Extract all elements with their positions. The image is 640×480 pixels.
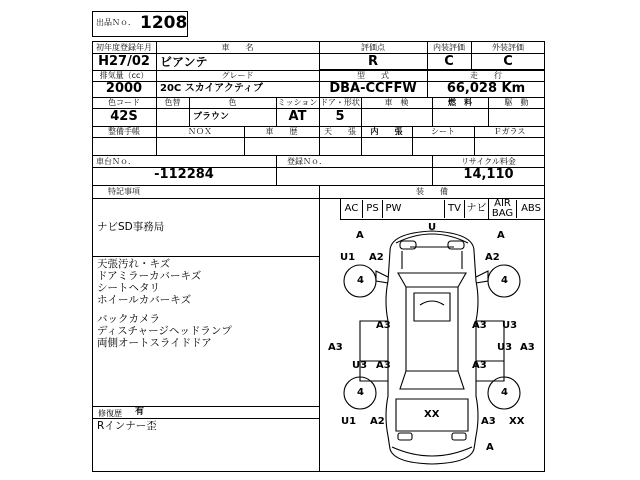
mark-a3-right-mid: A3 [472, 320, 487, 331]
interior-rating-value: C [444, 54, 454, 69]
mark-xx-rear: XX [424, 409, 440, 420]
color-label: 色 [228, 98, 237, 107]
taillight-left [398, 433, 412, 440]
equip-navi: ナビ [464, 200, 488, 218]
car-body-outline [386, 231, 478, 464]
side-mirror-left [376, 271, 388, 283]
mark-a3-left-mid: A3 [376, 320, 391, 331]
special-note-7: 両側オートスライドドア [97, 337, 212, 349]
equip-ac: AC [340, 200, 362, 218]
interior-rating-label: 内装評価 [433, 43, 465, 52]
mark-u1-bottom: U1 [341, 416, 357, 427]
registration-number-label: 登録Ｎｏ． [287, 157, 327, 166]
door-shape-value: 5 [335, 109, 345, 124]
special-note-6: ディスチャージヘッドランプ [97, 325, 232, 337]
mark-u3-left-low: U3 [352, 360, 368, 371]
displacement-label: 排気量（cc） [99, 71, 149, 80]
special-note-3: ホイールカバーキズ [97, 294, 192, 306]
mark-wheel-rr: 4 [501, 387, 508, 398]
taillight-right [452, 433, 466, 440]
interior-trim-label: 内 張 [370, 127, 403, 136]
transmission-label: ミッション [277, 98, 318, 107]
chassis-number-value: -112284 [154, 167, 214, 182]
mark-a3-right-low: A3 [472, 360, 487, 371]
drive-label: 駆 動 [504, 98, 529, 107]
mark-front-center: U [428, 222, 437, 233]
rear-bumper [392, 447, 472, 456]
equip-tv: TV [444, 200, 464, 218]
lot-number-label: 出品Ｎｏ． [96, 18, 136, 27]
first-registration-label: 初年度登録年月 [96, 43, 152, 52]
seat-label: シート [431, 127, 455, 136]
lot-number-value: 1208 [140, 13, 188, 33]
first-registration-value: H27/02 [98, 54, 150, 69]
repair-history-value: 有 [135, 407, 145, 417]
mark-wheel-fl: 4 [357, 275, 364, 286]
special-note-0: 天張汚れ・キズ [97, 258, 171, 270]
color-change-label: 色替 [164, 98, 181, 107]
equip-airbag: AIR BAG [488, 198, 516, 219]
rating-label: 評価点 [361, 43, 385, 52]
mark-xx-bottom-right: XX [509, 416, 525, 427]
grade-label: グレード [221, 71, 254, 80]
model-code-label: 型 式 [357, 71, 389, 80]
rear-window [400, 371, 464, 389]
steering-wheel [420, 301, 444, 305]
mark-a3-left-low: A3 [376, 360, 391, 371]
headliner-label: 天 張 [324, 127, 356, 136]
transmission-value: AT [288, 109, 307, 124]
hood-lines [402, 247, 462, 269]
vehicle-history-label: 車 歴 [265, 127, 298, 136]
maintenance-book-label: 整備手帳 [108, 127, 140, 136]
nox-label: ＮＯＸ [188, 127, 212, 136]
exterior-rating-label: 外装評価 [492, 43, 524, 52]
model-code-value: DBA-CCFFW [329, 81, 417, 96]
inspection-label: 車 検 [384, 98, 409, 107]
color-code-value: 42S [110, 109, 138, 124]
car-name-label: 車 名 [221, 43, 254, 52]
mark-u3-right-side: U3 [497, 342, 513, 353]
mark-front-right: A [497, 230, 505, 241]
headlight-right [448, 241, 464, 249]
exterior-rating-value: C [503, 54, 513, 69]
equip-pw: PW [382, 200, 404, 218]
color-code-label: 色コード [108, 98, 140, 107]
mark-a-rear: A [486, 442, 494, 453]
recycling-fee-label: リサイクル料金 [461, 157, 516, 166]
mark-front-left: A [356, 230, 364, 241]
recycling-fee-value: 14,110 [463, 167, 514, 182]
mark-u3-right-mid: U3 [502, 320, 518, 331]
grade-value: 20C スカイアクティブ [160, 83, 264, 94]
chassis-number-label: 車台Ｎｏ． [96, 157, 136, 166]
repair-history-label: 修復歴 [98, 409, 122, 418]
special-note-5: バックカメラ [97, 313, 160, 325]
mark-a3-right-side: A3 [520, 342, 535, 353]
special-notes-line1: ナビSD事務局 [97, 221, 165, 233]
repair-note: Rインナー歪 [97, 420, 157, 432]
special-note-2: シートヘタリ [97, 282, 160, 294]
mark-wheel-rl: 4 [357, 387, 364, 398]
equip-ps: PS [362, 200, 382, 218]
windshield [398, 273, 466, 287]
mark-a2-bottom: A2 [370, 416, 385, 427]
mileage-value: 66,028 Km [446, 81, 526, 96]
sunroof-lines [414, 293, 450, 321]
door-shape-label: ドア・形状 [320, 98, 360, 107]
equipment-label: 装 備 [416, 187, 448, 196]
side-mirror-right [476, 271, 488, 283]
mark-a2-left-top: A2 [369, 252, 384, 263]
mileage-label: 走 行 [470, 71, 502, 80]
displacement-value: 2000 [105, 81, 143, 96]
car-name-value: ビアンテ [160, 55, 208, 69]
rating-value: R [367, 54, 378, 69]
mark-u1-left-top: U1 [340, 252, 356, 263]
special-note-1: ドアミラーカバーキズ [97, 270, 202, 282]
fuel-label: 燃 料 [448, 98, 472, 107]
mark-a3-bottom-right: A3 [481, 416, 496, 427]
headlight-left [400, 241, 416, 249]
mark-a3-left-side: A3 [328, 342, 343, 353]
front-bumper [396, 234, 468, 243]
special-notes-label: 特記事項 [108, 187, 140, 196]
windshield-label: Ｆガラス [493, 127, 526, 136]
equip-abs: ABS [516, 200, 545, 218]
mark-a2-right-top: A2 [485, 252, 500, 263]
color-value: ブラウン [193, 112, 230, 122]
mark-wheel-fr: 4 [501, 275, 508, 286]
